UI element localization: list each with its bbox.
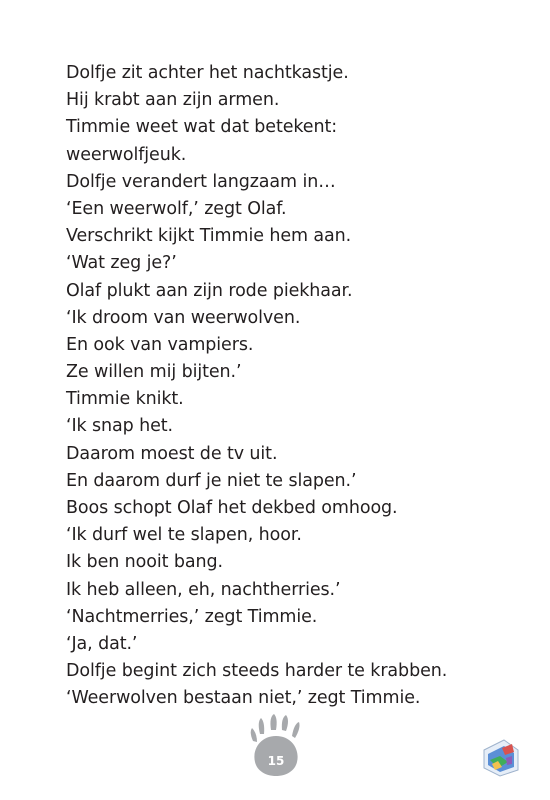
story-line: ‘Nachtmerries,’ zegt Timmie. <box>66 606 318 627</box>
story-line: Ze willen mij bijten.’ <box>66 362 242 383</box>
story-line: ‘Een weerwolf,’ zegt Olaf. <box>66 198 287 219</box>
story-line: Timmie knikt. <box>66 389 184 410</box>
story-line: Dolfje zit achter het nachtkastje. <box>66 63 349 83</box>
story-text <box>66 60 506 713</box>
story-line: Dolfje verandert langzaam in… <box>66 171 336 192</box>
story-line: Boos schopt Olaf het dekbed omhoog. <box>66 498 398 518</box>
story-line: Timmie weet wat dat betekent: <box>66 117 338 138</box>
story-line: ‘Ik droom van weerwolven. <box>66 307 301 328</box>
story-line: Olaf plukt aan zijn rode piekhaar. <box>66 280 353 301</box>
corner-logo-icon <box>478 734 524 780</box>
story-line: Verschrikt kijkt Timmie hem aan. <box>66 226 352 247</box>
story-line: ‘Ik snap het. <box>66 416 174 437</box>
story-line: ‘Ik durf wel te slapen, hoor. <box>66 525 302 546</box>
story-line: Ik ben nooit bang. <box>66 552 223 573</box>
story-line: En daarom durf je niet te slapen.’ <box>66 470 357 491</box>
story-line: Daarom moest de tv uit. <box>66 443 278 464</box>
story-line: En ook van vampiers. <box>66 334 254 355</box>
story-line: weerwolfjeuk. <box>66 144 187 165</box>
paw-print-icon <box>246 714 306 778</box>
story-line: ‘Weerwolven bestaan niet,’ zegt Timmie. <box>66 688 421 709</box>
story-line: Ik heb alleen, eh, nachtherries.’ <box>66 579 341 600</box>
story-line: Dolfje begint zich steeds harder te krabben. <box>66 661 448 682</box>
story-line: Hij krabt aan zijn armen. <box>66 90 280 111</box>
story-line: ‘Ja, dat.’ <box>66 633 138 654</box>
story-line: ‘Wat zeg je?’ <box>66 253 177 274</box>
page-number: 15 <box>267 754 285 768</box>
